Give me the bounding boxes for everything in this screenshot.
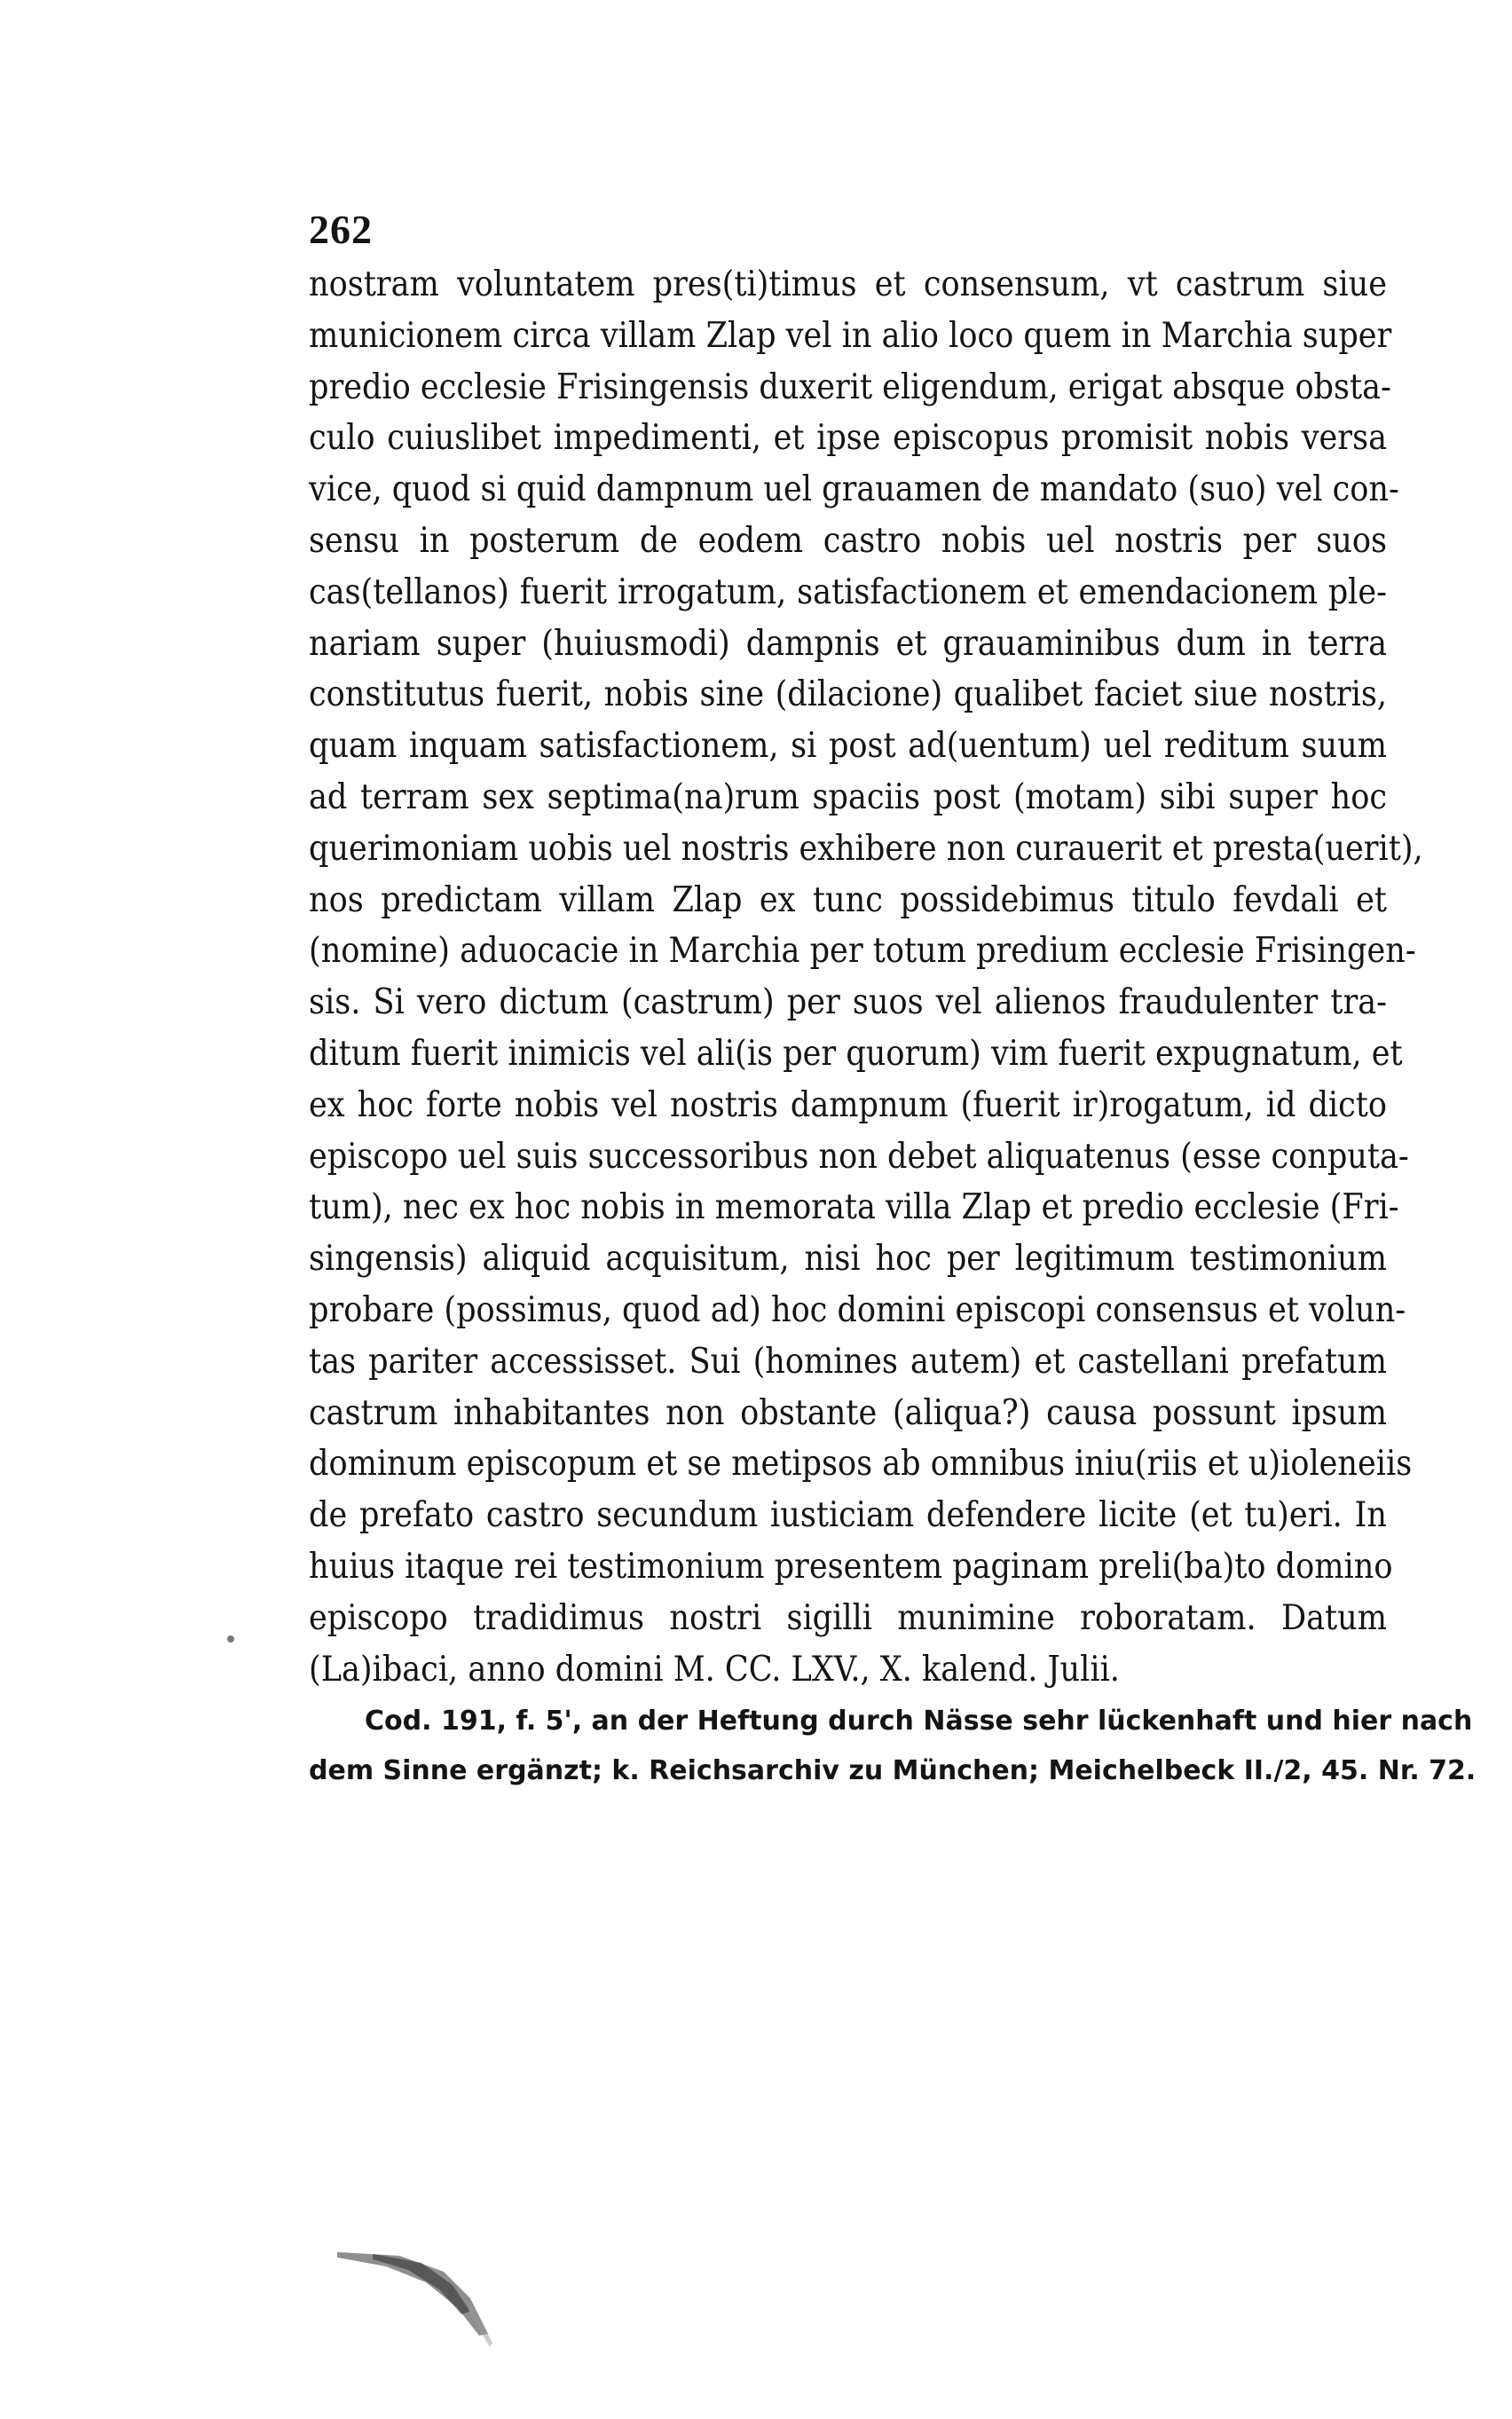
text-line: nostram voluntatem pres(ti)timus et consensum, vt castrum siue [309, 264, 1387, 304]
source-footnote [309, 1697, 1477, 1796]
text-line: tum), nec ex hoc nobis in memorata villa Zlap et predio ecclesie (Fri- [309, 1187, 1399, 1228]
text-line: probare (possimus, quod ad) hoc domini episcopi consensus et volun- [309, 1289, 1406, 1330]
text-line: nos predictam villam Zlap ex tunc possidebimus titulo fevdali et [309, 879, 1387, 920]
text-line: municionem circa villam Zlap vel in alio loco quem in Marchia super [309, 315, 1392, 356]
text-line: constitutus fuerit, nobis sine (dilacione) qualibet faciet siue nostris, [309, 674, 1387, 715]
page-number: 262 [309, 207, 373, 252]
text-line: tas pariter accessisset. Sui (homines autem) et castellani prefatum [309, 1341, 1387, 1382]
margin-mark [227, 1635, 234, 1643]
text-line: nariam super (huiusmodi) dampnis et grauaminibus dum in terra [309, 623, 1387, 664]
text-line: ad terram sex septima(na)rum spaciis post (motam) sibi super hoc [309, 776, 1387, 817]
text-line: ex hoc forte nobis vel nostris dampnum (fuerit ir)rogatum, id dicto [309, 1084, 1387, 1125]
text-line: sis. Si vero dictum (castrum) per suos vel alienos fraudulenter tra- [309, 982, 1387, 1023]
text-line: de prefato castro secundum iusticiam defendere licite (et tu)eri. In [309, 1495, 1387, 1536]
text-line: querimoniam uobis uel nostris exhibere non curauerit et presta(uerit), [309, 828, 1423, 869]
text-line: cas(tellanos) fuerit irrogatum, satisfactionem et emendacionem ple- [309, 571, 1387, 612]
text-line: singensis) aliquid acquisitum, nisi hoc per legitimum testimonium [309, 1239, 1387, 1280]
text-line: (nomine) aduocacie in Marchia per totum predium ecclesie Frisingen- [309, 931, 1416, 972]
text-line: episcopo uel suis successoribus non debet aliquatenus (esse conputa- [309, 1136, 1409, 1177]
text-line: (La)ibaci, anno domini M. CC. LXV., X. kalend. Julii. [309, 1649, 1120, 1690]
text-line: episcopo tradidimus nostri sigilli munimine roboratam. Datum [309, 1597, 1387, 1638]
text-line: castrum inhabitantes non obstante (aliqua?) causa possunt ipsum [309, 1392, 1387, 1433]
scan-smudge [337, 2236, 515, 2352]
text-line: huius itaque rei testimonium presentem paginam preli(ba)to domino [309, 1546, 1393, 1587]
footnote-line: Cod. 191, f. 5', an der Heftung durch Nässe sehr lückenhaft und hier nach [365, 1706, 1473, 1737]
footnote-line: dem Sinne ergänzt; k. Reichsarchiv zu München; Meichelbeck II./2, 45. Nr. 72. [309, 1755, 1477, 1786]
text-line: quam inquam satisfactionem, si post ad(uentum) uel reditum suum [309, 726, 1387, 767]
text-line: culo cuiuslibet impedimenti, et ipse episcopus promisit nobis versa [309, 418, 1387, 459]
main-text [309, 259, 1423, 1695]
text-line: ditum fuerit inimicis vel ali(is per quorum) vim fuerit expugnatum, et [309, 1033, 1403, 1074]
text-line: sensu in posterum de eodem castro nobis uel nostris per suos [309, 520, 1387, 561]
text-line: dominum episcopum et se metipsos ab omnibus iniu(riis et u)ioleneiis [309, 1444, 1413, 1485]
text-line: vice, quod si quid dampnum uel grauamen de mandato (suo) vel con- [309, 469, 1399, 510]
text-line: predio ecclesie Frisingensis duxerit eligendum, erigat absque obsta- [309, 366, 1391, 407]
